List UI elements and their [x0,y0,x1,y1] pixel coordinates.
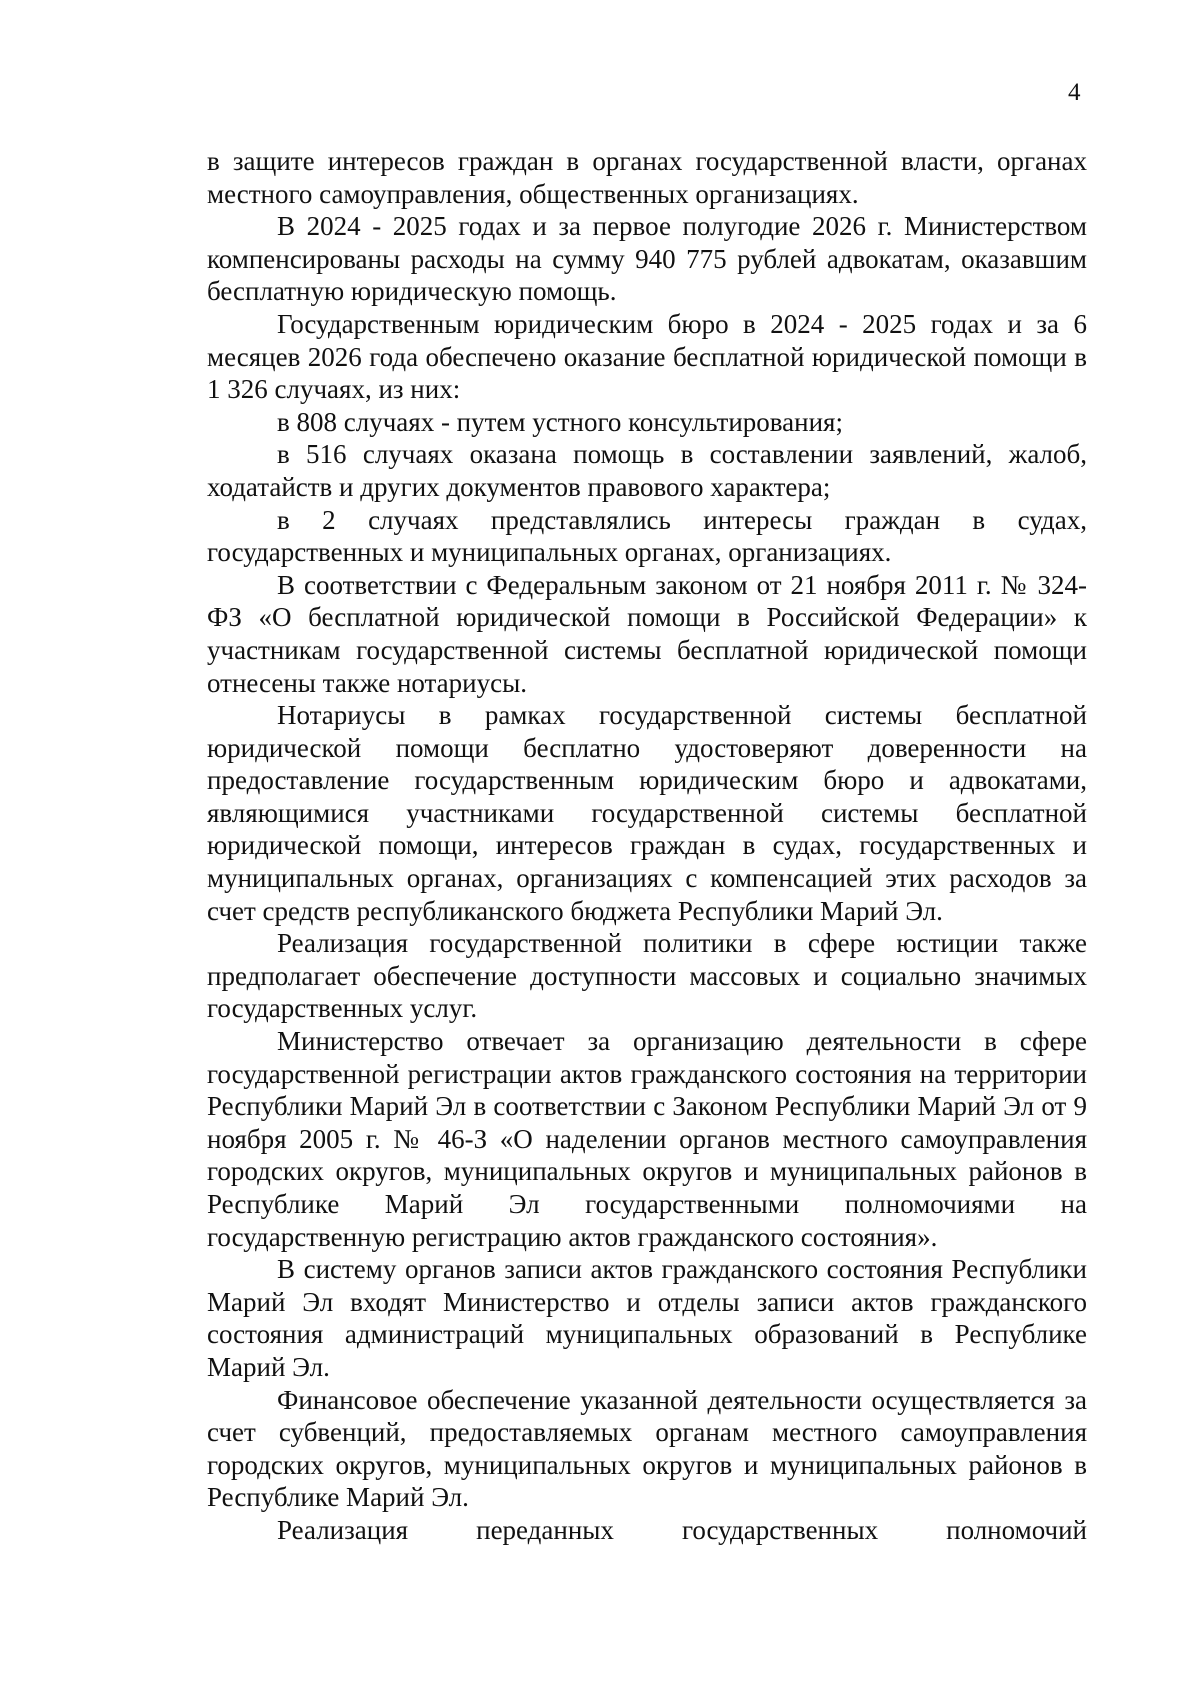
list-item-1: в 808 случаях - путем устного консультирования; [277,406,843,437]
paragraph-10: Реализация переданных государственных полномочий [277,1514,1087,1545]
paragraph-7: Министерство отвечает за организацию деятельности в сфере государственной регистрации актов гражданского состояния на территории Республики Марий Эл в соответствии с Законом Республики Марий Эл от 9 ноября 2005 г. № 46-З «О наделении органов местного самоуправления городских округов, муниципальных округов и муниципальных районов в Республике Марий Эл государственными полномочиями на государственную регистрацию актов гражданского состояния». [207,1026,1087,1252]
list-item-3: в 2 случаях представлялись интересы граждан в судах, государственных и муниципальных органах, организациях. [207,504,1087,568]
paragraph-9: Финансовое обеспечение указанной деятельности осуществляется за счет субвенций, предоставляемых органам местного самоуправления городских округов, муниципальных округов и муниципальных районов в Республике Марий Эл. [207,1384,1087,1513]
paragraph-5: Нотариусы в рамках государственной системы бесплатной юридической помощи бесплатно удостоверяют доверенности на предоставление государственным юридическим бюро и адвокатами, являющимися участниками государственной системы бесплатной юридической помощи, интересов граждан в судах, государственных и муниципальных органах, организациях с компенсацией этих расходов за счет средств республиканского бюджета Республики Марий Эл. [207,700,1087,926]
paragraph-3: Государственным юридическим бюро в 2024 - 2025 годах и за 6 месяцев 2026 года обеспечено оказание бесплатной юридической помощи в 1 326 случаях, из них: [207,308,1087,405]
paragraph-4: В соответствии с Федеральным законом от 21 ноября 2011 г. № 324-ФЗ «О бесплатной юридической помощи в Российской Федерации» к участникам государственной системы бесплатной юридической помощи отнесены также нотариусы. [207,569,1087,698]
page-number: 4 [1068,79,1081,106]
paragraph-6: Реализация государственной политики в сфере юстиции также предполагает обеспечение доступности массовых и социально значимых государственных услуг. [207,928,1087,1024]
document-body [207,145,1087,1547]
paragraph-2: В 2024 - 2025 годах и за первое полугодие 2026 г. Министерством компенсированы расходы на сумму 940 775 рублей адвокатам, оказавшим бесплатную юридическую помощь. [207,211,1087,307]
paragraph-1: в защите интересов граждан в органах государственной власти, органах местного самоуправления, общественных организациях. [207,146,1087,209]
paragraph-8: В систему органов записи актов гражданского состояния Республики Марий Эл входят Министерство и отделы записи актов гражданского состояния администраций муниципальных образований в Республике Марий Эл. [207,1254,1087,1382]
list-item-2: в 516 случаях оказана помощь в составлении заявлений, жалоб, ходатайств и других документов правового характера; [207,439,1087,502]
